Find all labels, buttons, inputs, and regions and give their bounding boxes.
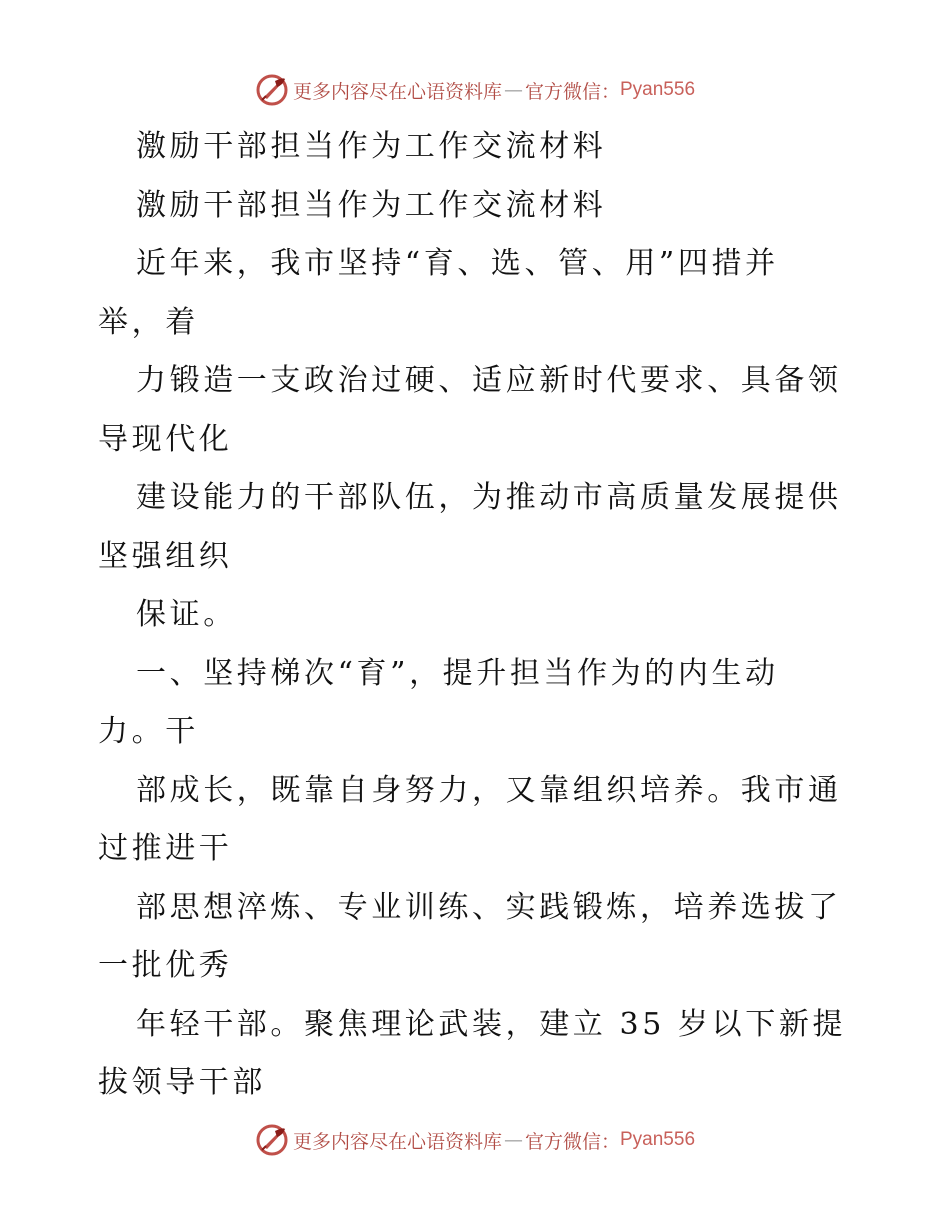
text-line: 近年来，我市坚持“育、选、管、用”四措并 [136,246,779,281]
banner-wechat-label: 官方微信： [524,1130,620,1153]
footer-banner [0,1120,950,1160]
text-line: 导现代化 [98,421,233,457]
quill-logo-icon [255,73,289,107]
text-line: 坚强组织 [98,538,233,574]
banner-account: Pyan556 [620,79,696,100]
banner-dash: — [503,79,523,101]
text-line: 年轻干部。聚焦理论武装，建立 35 岁以下新提 [136,1006,847,1042]
text-line: 建设能力的干部队伍，为推动市高质量发展提供 [136,480,842,515]
text-line: 激励干部担当作为工作交流材料 [136,129,607,164]
text-line: 激励干部担当作为工作交流材料 [136,187,607,223]
text-line: 力。干 [98,714,199,749]
text-line: 保证。 [136,597,237,632]
banner-text: 更多内容尽在心语资料库 [292,80,502,103]
text-line: 拔领导干部 [98,1065,266,1100]
text-line: 一、坚持梯次“育”，提升担当作为的内生动 [136,655,779,691]
header-banner [0,70,950,110]
document-body [0,118,950,1118]
banner-wechat-label: 官方微信： [524,80,620,103]
text-line: 举，着 [98,304,199,340]
text-line: 部思想淬炼、专业训练、实践锻炼，培养选拔了 [136,889,842,925]
banner-text: 更多内容尽在心语资料库 [292,1130,502,1153]
text-line: 一批优秀 [98,948,233,983]
text-line: 过推进干 [98,831,233,866]
banner-dash: — [503,1129,523,1151]
quill-logo-icon [255,1123,289,1157]
text-line: 力锻造一支政治过硬、适应新时代要求、具备领 [136,363,842,398]
banner-account: Pyan556 [620,1129,696,1150]
text-line: 部成长，既靠自身努力，又靠组织培养。我市通 [136,772,842,808]
